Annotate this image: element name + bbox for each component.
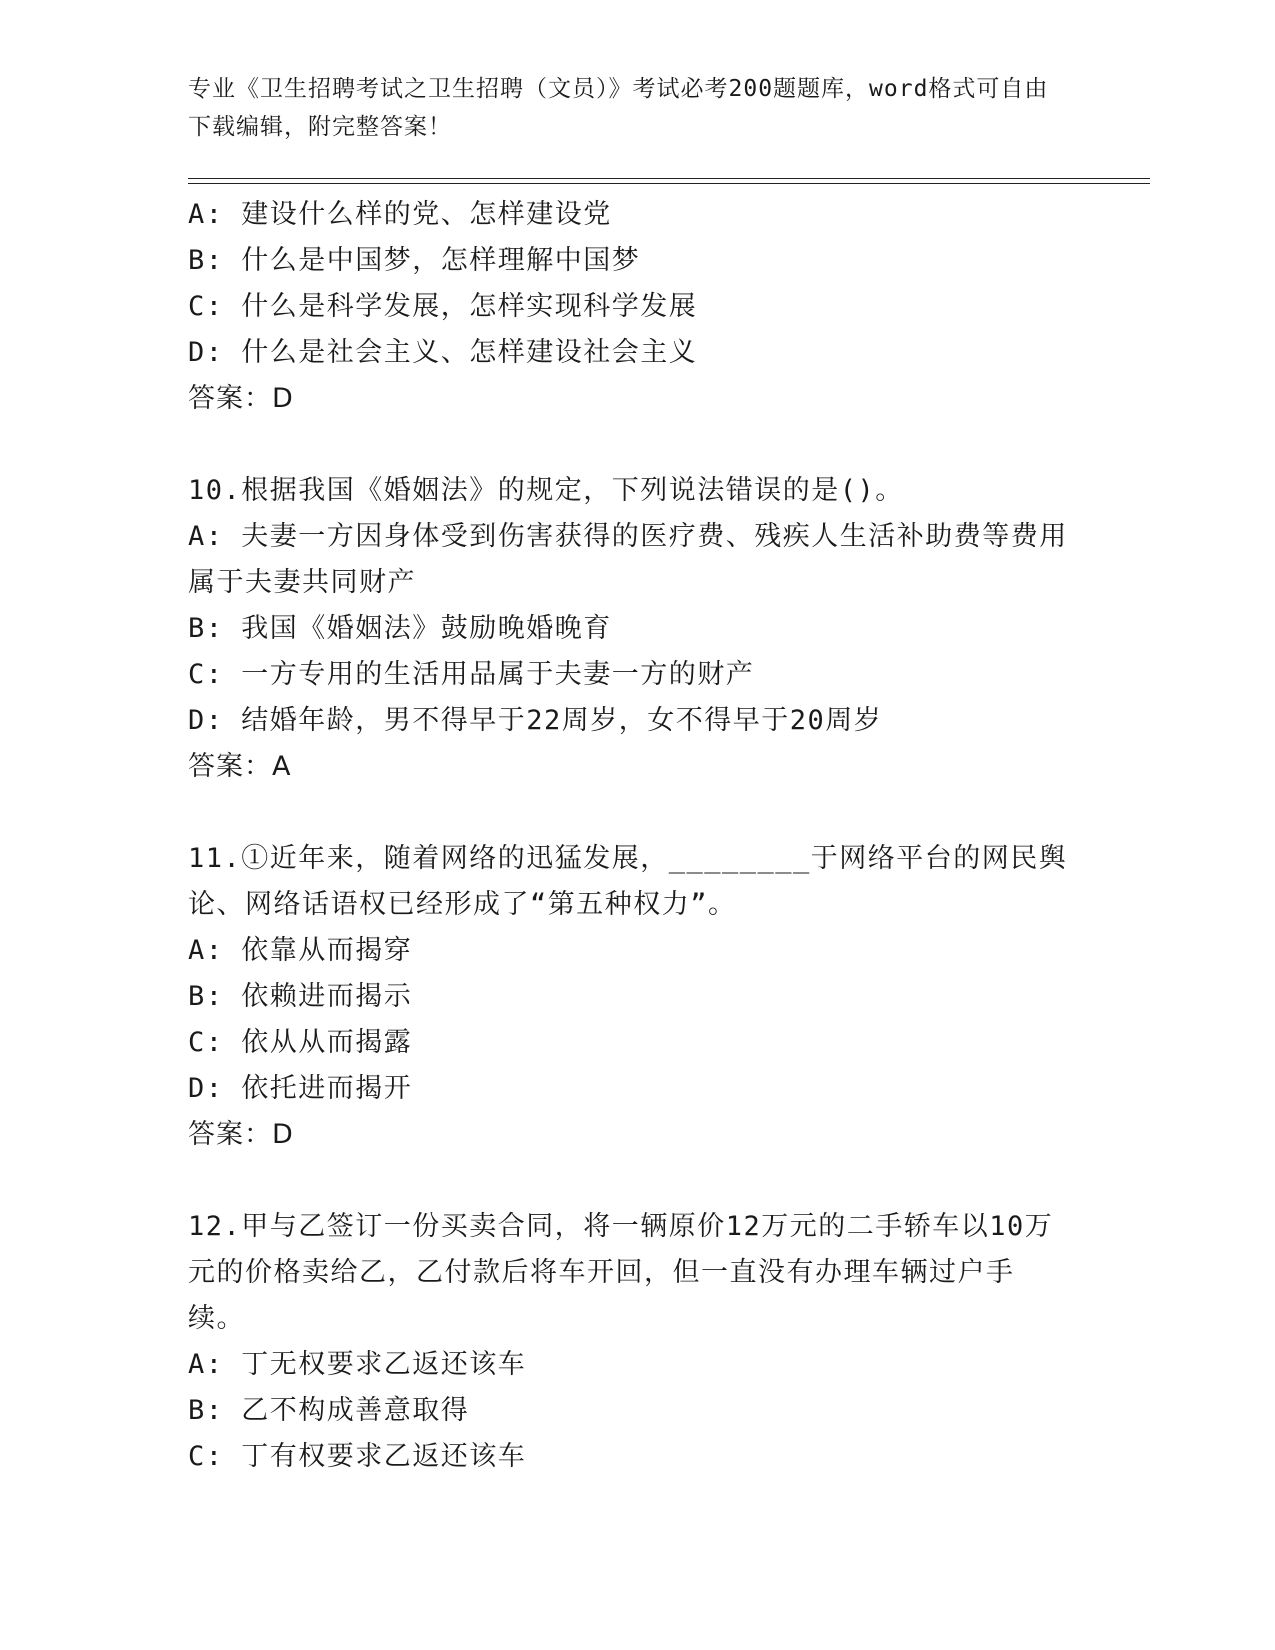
question-block-11 <box>188 836 1068 1158</box>
header-divider-bottom <box>188 183 1150 184</box>
spacer <box>188 1158 1068 1204</box>
question-stem: 11.①近年来，随着网络的迅猛发展，________于网络平台的网民舆论、网络话语权已经形成了“第五种权力”。 <box>188 843 1068 920</box>
spacer <box>188 790 1068 836</box>
question-block-9 <box>188 192 1068 422</box>
header-divider-top <box>188 178 1150 179</box>
question-block-12 <box>188 1204 1068 1480</box>
option-b: B: 什么是中国梦，怎样理解中国梦 <box>188 245 641 276</box>
option-a: A: 丁无权要求乙返还该车 <box>188 1349 527 1380</box>
spacer <box>188 422 1068 468</box>
option-a: A: 依靠从而揭穿 <box>188 935 413 966</box>
question-block-10 <box>188 468 1068 790</box>
option-d: D: 结婚年龄，男不得早于22周岁，女不得早于20周岁 <box>188 705 883 736</box>
option-d: D: 什么是社会主义、怎样建设社会主义 <box>188 337 698 368</box>
option-b: B: 依赖进而揭示 <box>188 981 413 1012</box>
option-a: A: 夫妻一方因身体受到伤害获得的医疗费、残疾人生活补助费等费用属于夫妻共同财产 <box>188 521 1068 598</box>
answer: 答案：A <box>188 751 292 782</box>
option-c: C: 丁有权要求乙返还该车 <box>188 1441 527 1472</box>
question-list <box>188 192 1068 1480</box>
option-d: D: 依托进而揭开 <box>188 1073 413 1104</box>
question-stem: 10.根据我国《婚姻法》的规定，下列说法错误的是()。 <box>188 475 904 506</box>
option-c: C: 什么是科学发展，怎样实现科学发展 <box>188 291 698 322</box>
answer: 答案：D <box>188 1119 294 1150</box>
answer: 答案：D <box>188 383 294 414</box>
option-c: C: 依从从而揭露 <box>188 1027 413 1058</box>
option-b: B: 我国《婚姻法》鼓励晚婚晚育 <box>188 613 612 644</box>
option-b: B: 乙不构成善意取得 <box>188 1395 470 1426</box>
option-a: A: 建设什么样的党、怎样建设党 <box>188 199 612 230</box>
header-text: 专业《卫生招聘考试之卫生招聘（文员）》考试必考200题题库，word格式可自由下载编辑，附完整答案！ <box>188 76 1049 140</box>
document-header <box>188 70 1068 146</box>
question-stem: 12.甲与乙签订一份买卖合同，将一辆原价12万元的二手轿车以10万元的价格卖给乙，乙付款后将车开回，但一直没有办理车辆过户手续。 <box>188 1211 1054 1334</box>
option-c: C: 一方专用的生活用品属于夫妻一方的财产 <box>188 659 755 690</box>
